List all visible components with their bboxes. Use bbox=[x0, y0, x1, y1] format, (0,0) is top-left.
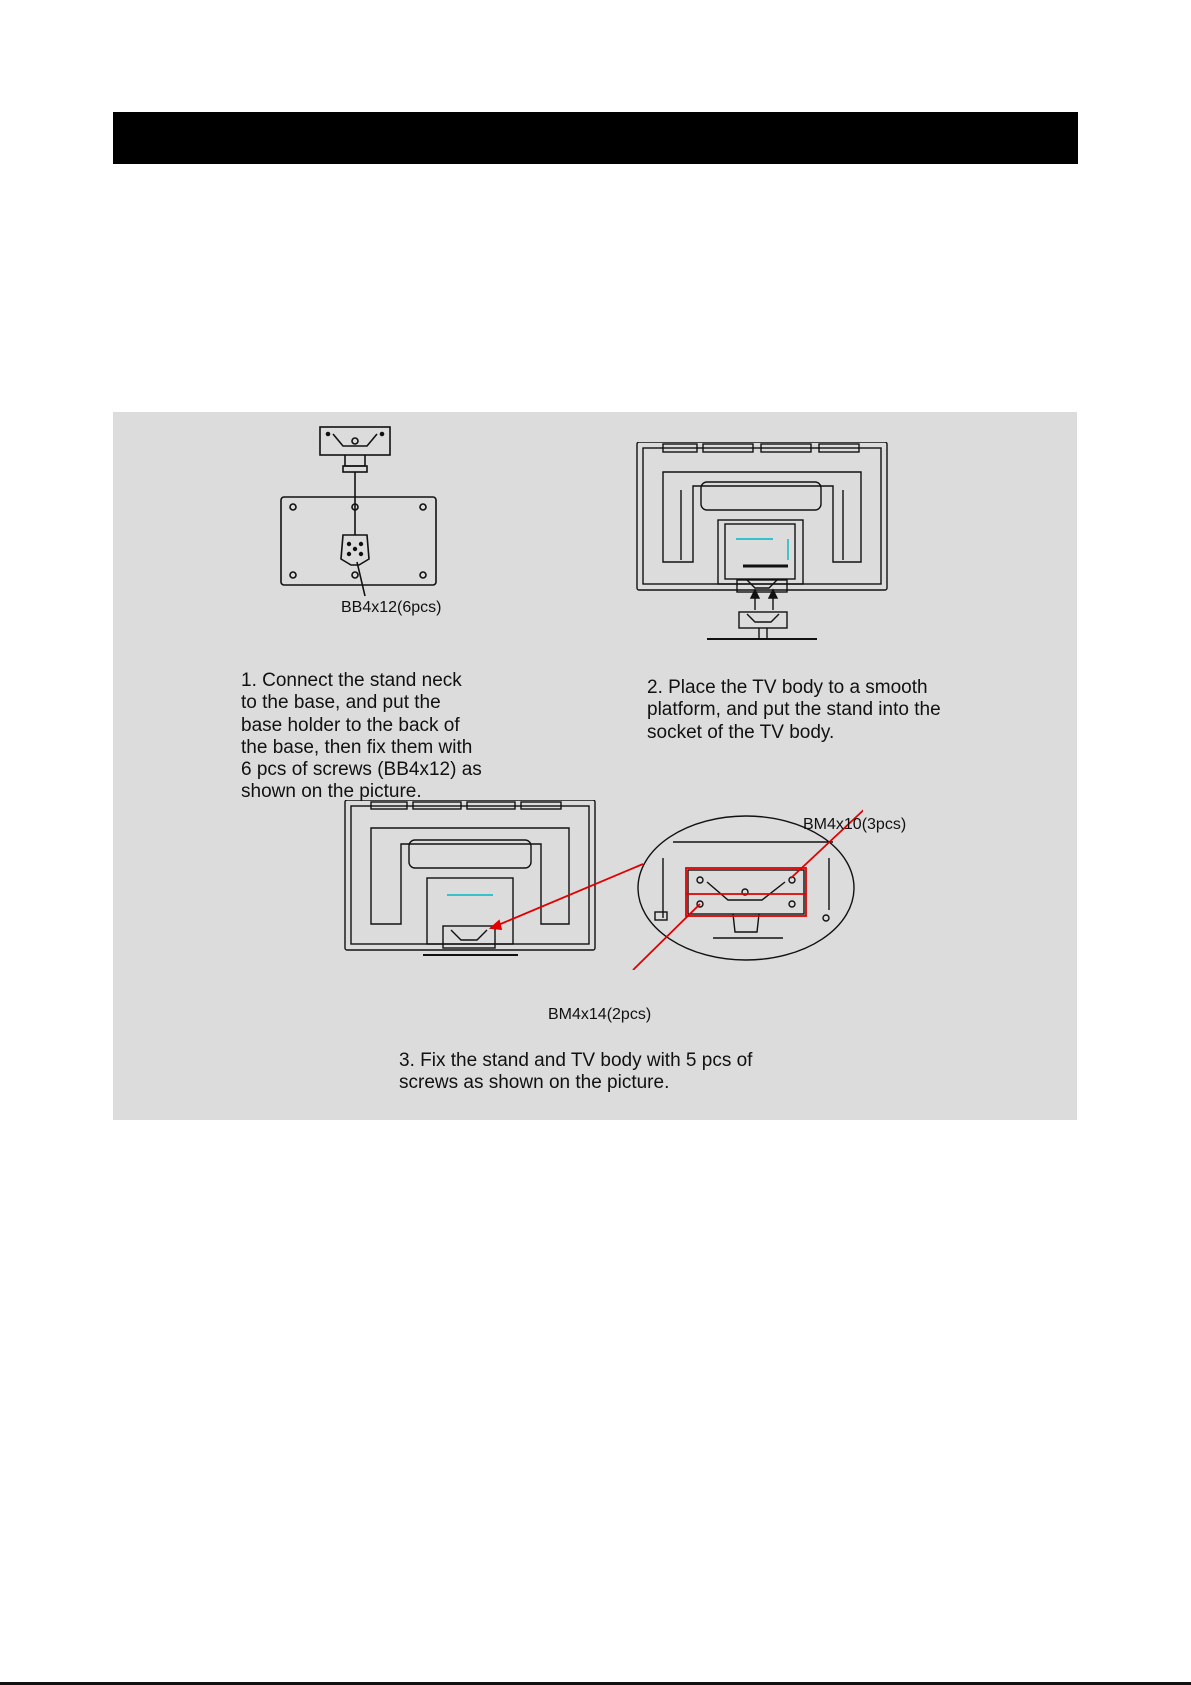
label-screw-bm4x10: BM4x10(3pcs) bbox=[803, 816, 907, 833]
step-3-text: 3. Fix the stand and TV body with 5 pcs of screws as shown on the picture. bbox=[399, 1050, 753, 1094]
figure-stand-base bbox=[273, 422, 473, 597]
figure-fix-screws bbox=[343, 800, 863, 970]
label-screw-bm4x14: BM4x14(2pcs) bbox=[548, 1006, 652, 1023]
assembly-instructions-panel bbox=[113, 412, 1077, 1120]
step-2-text: 2. Place the TV body to a smooth platform, and put the stand into the socket of the TV body. bbox=[647, 677, 941, 743]
label-screw-bb4x12: BB4x12(6pcs) bbox=[341, 599, 442, 616]
step-1-text: 1. Connect the stand neck to the base, and put the base holder to the back of the base, then fix them with 6 pcs of screws (BB4x12) as shown on the picture. bbox=[241, 670, 482, 803]
section-header-bar bbox=[113, 112, 1078, 164]
figure-tv-stand-insert bbox=[633, 442, 893, 642]
